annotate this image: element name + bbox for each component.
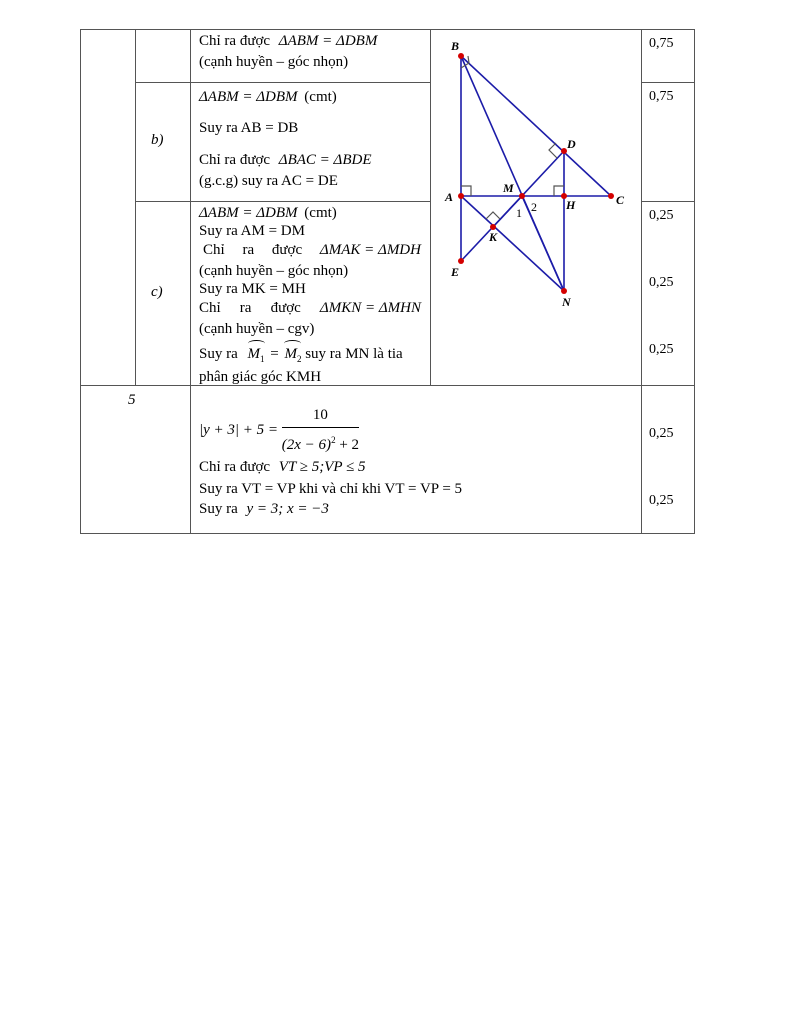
part-c-line-3: Chỉ ra được ΔMAK = ΔMDH <box>203 242 421 258</box>
part-c-line-4: (cạnh huyền – góc nhọn) <box>199 263 349 279</box>
part-b-score: 0,75 <box>649 89 674 104</box>
label-angle-1: 1 <box>516 206 522 220</box>
point-b <box>458 53 464 59</box>
part-c-line-2: Suy ra AM = DM <box>199 223 305 239</box>
part-c-label: c) <box>151 284 163 300</box>
label-a: A <box>445 190 454 204</box>
point-c <box>608 193 614 199</box>
part-c-line-9: phân giác góc KMH <box>199 369 322 385</box>
label-e: E <box>451 265 460 279</box>
part-c-line-6: Chỉ ra được ΔMKN = ΔMHN <box>199 300 421 316</box>
label-k: K <box>489 230 498 244</box>
part-a-line-1: Chỉ ra được ΔABM = ΔDBM <box>199 33 378 49</box>
part-b-label: b) <box>151 132 164 148</box>
question-5-score-2: 0,25 <box>649 493 674 508</box>
point-e <box>458 258 464 264</box>
angle-m1: $M_1$ <box>248 345 265 368</box>
right-angle-k <box>486 212 500 219</box>
table-left-border <box>80 29 81 534</box>
point-m <box>519 193 525 199</box>
angle-m2: $M_2$ <box>284 345 301 368</box>
label-b: B <box>451 39 460 53</box>
table-bottom-border <box>80 533 694 534</box>
part-a-line-2: (cạnh huyền – góc nhọn) <box>199 54 349 70</box>
score-column-border <box>641 29 642 534</box>
label-h: H <box>566 198 576 212</box>
point-a <box>458 193 464 199</box>
part-c-line-1: ΔABM = ΔDBM (cmt) <box>199 205 337 221</box>
segment-mn <box>522 196 564 291</box>
row-divider-b-c-score <box>641 201 694 202</box>
part-c-score-2: 0,25 <box>649 275 674 290</box>
table-right-border <box>694 29 695 534</box>
part-b-line-4: (g.c.g) suy ra AC = DE <box>199 173 338 189</box>
figure-lines <box>461 56 611 291</box>
part-c-line-7: (cạnh huyền – cgv) <box>199 321 315 337</box>
point-n <box>561 288 567 294</box>
label-m: M <box>503 181 514 195</box>
row-divider-b-c <box>135 201 431 202</box>
equation-fraction: $\frac{10}{(2x - 6)^2 + 2}$ <box>281 407 360 453</box>
geometry-figure <box>431 30 641 385</box>
points <box>458 53 614 294</box>
label-c: C <box>616 193 625 207</box>
part-a-score: 0,75 <box>649 36 674 51</box>
question-5-label: 5 <box>128 392 136 408</box>
question-5-score-1: 0,25 <box>649 426 674 441</box>
part-b-line-3: Chỉ ra được ΔBAC = ΔBDE <box>199 152 372 168</box>
part-c-score-3: 0,25 <box>649 342 674 357</box>
row-divider-a-b <box>135 82 431 83</box>
question-5-line-4: Suy ra y = 3; x = −3 <box>199 501 329 517</box>
part-c-score-1: 0,25 <box>649 208 674 223</box>
label-d: D <box>567 137 576 151</box>
question-5-line-3: Suy ra VT = VP khi và chỉ khi VT = VP = 5 <box>199 481 463 497</box>
label-n: N <box>562 295 571 309</box>
segment-bc <box>461 56 611 196</box>
part-b-line-2: Suy ra AB = DB <box>199 120 299 136</box>
content-column-border <box>190 29 191 534</box>
question-5-equation: |y + 3| + 5 = $\frac{10}{(2x - 6)^2 + 2}$ <box>199 407 360 453</box>
row-divider-q4-q5 <box>80 385 694 386</box>
part-c-line-5: Suy ra MK = MH <box>199 281 306 297</box>
part-b-line-1: ΔABM = ΔDBM (cmt) <box>199 89 337 105</box>
part-c-line-8: Suy ra $M_1 = M_2$ suy ra MN là tia <box>199 345 403 368</box>
row-divider-a-b-score <box>641 82 694 83</box>
part-column-border <box>135 29 136 386</box>
label-angle-2: 2 <box>531 200 537 214</box>
question-5-line-2: Chỉ ra được VT ≥ 5;VP ≤ 5 <box>199 459 366 475</box>
